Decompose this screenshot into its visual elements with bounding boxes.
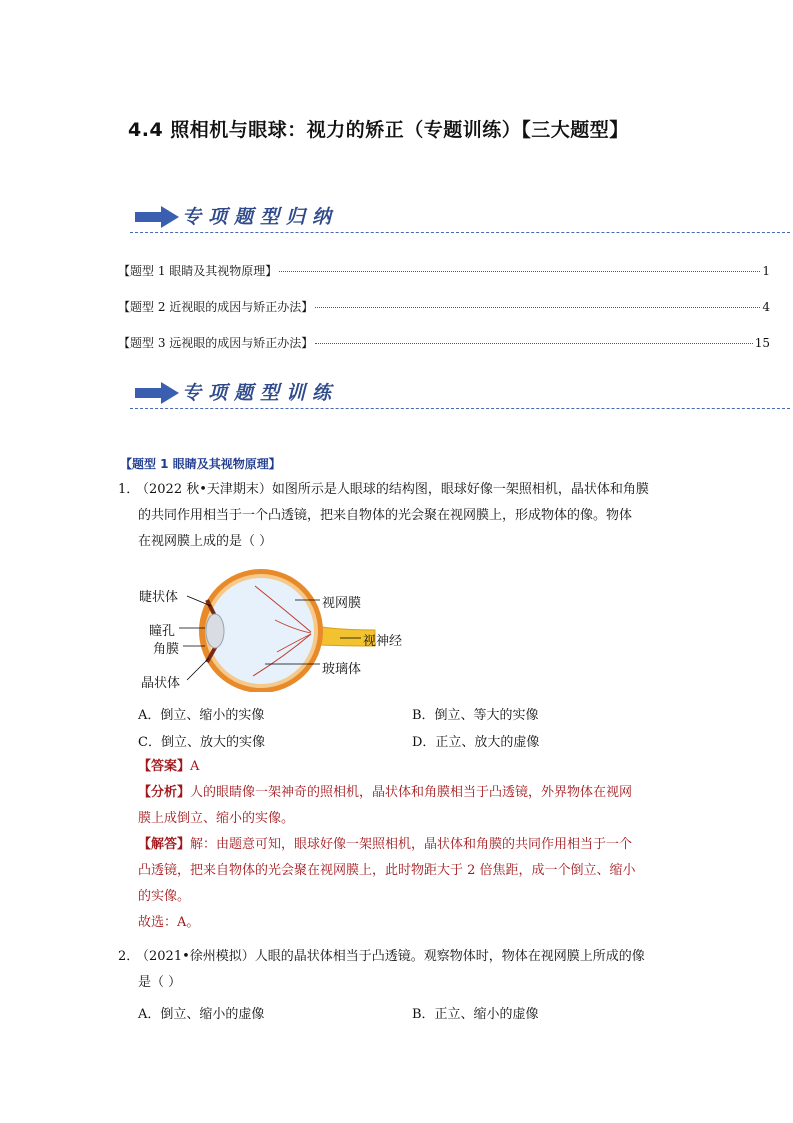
option-d[interactable]: D．正立、放大的虚像 — [412, 735, 540, 750]
answer-tag: 【答案】 — [138, 759, 191, 774]
label-vitreous: 玻璃体 — [322, 662, 362, 677]
section-heading: 【题型 1 眼睛及其视物原理】 — [120, 457, 281, 471]
toc-page: 1 — [762, 264, 770, 278]
question-text: 是（ ） — [138, 975, 182, 990]
toc-item-1[interactable] — [118, 262, 770, 282]
banner-title: 专项题型归纳 — [182, 206, 339, 228]
label-retina: 视网膜 — [322, 596, 362, 611]
solution-text: 凸透镜，把来自物体的光会聚在视网膜上，此时物距大于 2 倍焦距，成一个倒立、缩小 — [138, 863, 636, 878]
analysis-text: 膜上成倒立、缩小的实像。 — [138, 811, 295, 826]
dashed-divider — [130, 408, 790, 409]
question-text: 的共同作用相当于一个凸透镜，把来自物体的光会聚在视网膜上，形成物体的像。物体 — [138, 508, 633, 523]
toc-label: 【题型 3 远视眼的成因与矫正办法】 — [118, 336, 314, 350]
arrow-icon — [135, 382, 179, 404]
answer-value: A — [190, 759, 200, 774]
question-text: （2021•徐州模拟）人眼的晶状体相当于凸透镜。观察物体时，物体在视网膜上所成的像 — [136, 949, 645, 964]
question-2 — [118, 944, 678, 996]
option-c[interactable]: C．倒立、放大的实像 — [138, 735, 265, 750]
option-a[interactable]: A．倒立、缩小的实像 — [138, 708, 265, 723]
toc-label: 【题型 1 眼睛及其视物原理】 — [118, 264, 278, 278]
label-cornea: 角膜 — [153, 642, 180, 657]
toc-leader — [279, 271, 760, 272]
label-lens: 晶状体 — [141, 676, 181, 691]
label-pupil: 瞳孔 — [149, 624, 176, 639]
label-optic-nerve: 视神经 — [363, 634, 403, 649]
eye-diagram — [135, 560, 415, 692]
question-number: 2． — [118, 949, 140, 964]
question-text: 在视网膜上成的是（ ） — [138, 534, 273, 549]
section-banner-summary — [130, 200, 770, 240]
conclusion-text: 故选：A。 — [138, 915, 200, 930]
question-1 — [118, 477, 678, 555]
solution-text: 解：由题意可知，眼球好像一架照相机，晶状体和角膜的共同作用相当于一个 — [190, 837, 633, 852]
toc-page: 4 — [762, 300, 770, 314]
dashed-divider — [130, 232, 790, 233]
toc-label: 【题型 2 近视眼的成因与矫正办法】 — [118, 300, 314, 314]
toc-page: 15 — [754, 336, 770, 350]
label-ciliary: 睫状体 — [139, 590, 179, 605]
page-title: 4.4 照相机与眼球：视力的矫正（专题训练）【三大题型】 — [128, 119, 629, 141]
analysis-tag: 【分析】 — [138, 785, 191, 800]
answer-block — [138, 754, 678, 936]
toc-leader — [315, 343, 752, 344]
section-banner-training — [130, 376, 770, 416]
toc-leader — [315, 307, 760, 308]
toc-item-2[interactable] — [118, 298, 770, 318]
option-b[interactable]: B．倒立、等大的实像 — [412, 708, 539, 723]
question-text: （2022 秋•天津期末）如图所示是人眼球的结构图，眼球好像一架照相机，晶状体和角膜 — [136, 482, 649, 497]
option-b[interactable]: B．正立、缩小的虚像 — [412, 1007, 539, 1022]
question-number: 1． — [118, 482, 140, 497]
option-a[interactable]: A．倒立、缩小的虚像 — [138, 1007, 265, 1022]
banner-title: 专项题型训练 — [182, 382, 339, 404]
toc-item-3[interactable] — [118, 334, 770, 354]
arrow-icon — [135, 206, 179, 228]
analysis-text: 人的眼睛像一架神奇的照相机，晶状体和角膜相当于凸透镜，外界物体在视网 — [190, 785, 633, 800]
solution-text: 的实像。 — [138, 889, 191, 904]
solution-tag: 【解答】 — [138, 837, 191, 852]
